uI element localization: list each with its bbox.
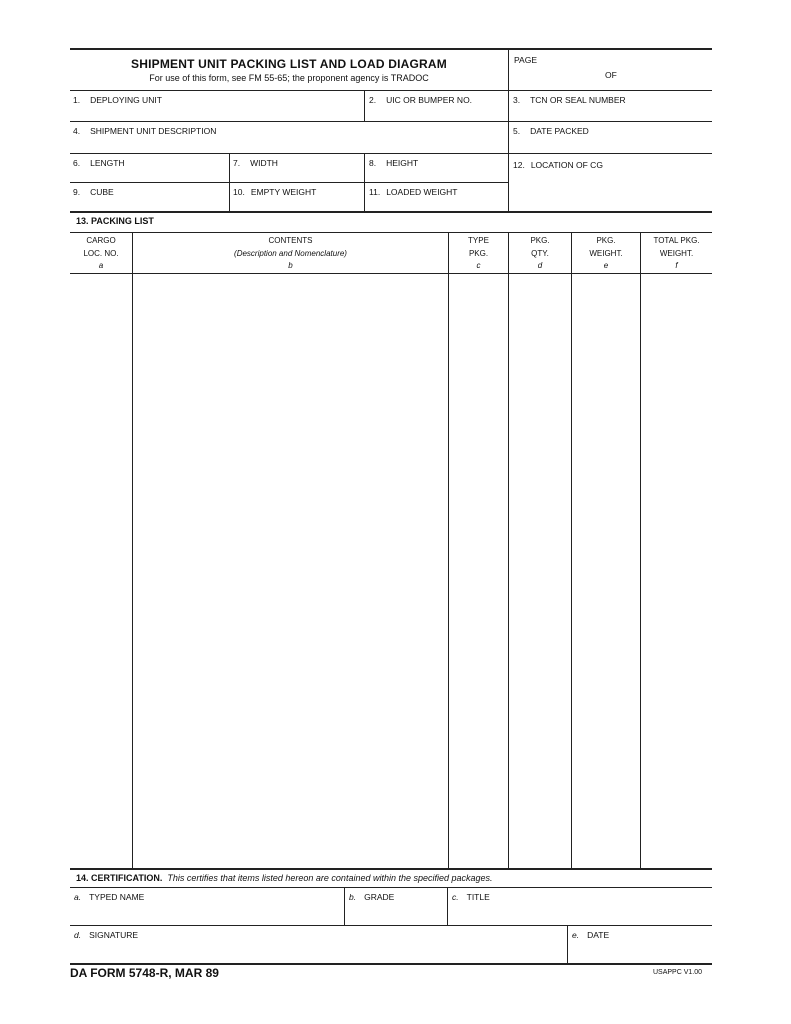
length-field[interactable] (70, 154, 228, 182)
date-field[interactable] (568, 926, 712, 963)
col-header-contents: CONTENTS (Description and Nomenclature) b (234, 236, 347, 270)
col-header-total-pkg-weight: TOTAL PKG. WEIGHT. f (653, 236, 700, 270)
form-subtitle: For use of this form, see FM 55-65; the proponent agency is TRADOC (149, 73, 429, 83)
date-label: e. DATE (572, 930, 610, 940)
signature-label: d. SIGNATURE (74, 930, 139, 940)
loaded-weight-field[interactable] (365, 183, 507, 211)
certification-statement: 14. CERTIFICATION. This certifies that items listed hereon are contained within the specified packages. (76, 873, 493, 883)
form-title: SHIPMENT UNIT PACKING LIST AND LOAD DIAGRAM (131, 57, 447, 71)
section13-top-line (70, 211, 712, 213)
signature-field[interactable] (70, 926, 567, 963)
uic-bumper-label: 2. UIC OR BUMPER NO. (369, 95, 473, 105)
page-label: PAGE (514, 55, 537, 65)
form-identifier: DA FORM 5748-R, MAR 89 (70, 966, 219, 980)
section14-top-line (70, 868, 712, 870)
width-field[interactable] (230, 154, 364, 182)
col-header-pkg-qty: PKG. QTY. d (530, 236, 550, 270)
uic-bumper-field[interactable] (365, 91, 507, 121)
typed-name-label: a. TYPED NAME (74, 892, 145, 902)
typed-name-field[interactable] (70, 888, 344, 925)
loaded-weight-label: 11. LOADED WEIGHT (369, 187, 458, 197)
packing-list-heading: 13. PACKING LIST (76, 216, 154, 226)
col-header-pkg-weight: PKG. WEIGHT. e (589, 236, 623, 270)
of-label: OF (605, 70, 617, 80)
grade-field[interactable] (345, 888, 447, 925)
packing-list-header-top (70, 232, 712, 233)
page-number-field[interactable] (514, 66, 594, 86)
col-header-type-pkg: TYPE PKG. c (468, 236, 489, 270)
length-label: 6. LENGTH (73, 158, 125, 168)
date-packed-field[interactable] (509, 122, 712, 153)
cg-location-label: 12. LOCATION OF CG (513, 160, 603, 170)
deploying-unit-label: 1. DEPLOYING UNIT (73, 95, 162, 105)
title-field[interactable] (448, 888, 712, 925)
tcn-seal-label: 3. TCN OR SEAL NUMBER (513, 95, 626, 105)
total-pkg-weight-entry[interactable] (641, 274, 712, 867)
empty-weight-label: 10. EMPTY WEIGHT (233, 187, 317, 197)
pkg-qty-entry[interactable] (509, 274, 571, 867)
page-total-field[interactable] (625, 66, 705, 86)
cube-field[interactable] (70, 183, 228, 211)
deploying-unit-field[interactable] (70, 91, 364, 121)
col-header-cargo-loc: CARGO LOC. NO. a (83, 236, 119, 270)
form-version: USAPPC V1.00 (653, 969, 703, 976)
cube-label: 9. CUBE (73, 187, 114, 197)
cargo-loc-entry[interactable] (70, 274, 132, 867)
pkg-weight-entry[interactable] (572, 274, 640, 867)
top-border (70, 48, 712, 50)
height-label: 8. HEIGHT (369, 158, 419, 168)
empty-weight-field[interactable] (230, 183, 364, 211)
type-pkg-entry[interactable] (449, 274, 508, 867)
shipment-description-label: 4. SHIPMENT UNIT DESCRIPTION (73, 126, 217, 136)
cg-location-field[interactable] (509, 154, 712, 211)
grade-label: b. GRADE (349, 892, 395, 902)
bottom-border (70, 963, 712, 965)
contents-entry[interactable] (133, 274, 448, 867)
tcn-seal-field[interactable] (509, 91, 712, 121)
title-label: c. TITLE (452, 892, 490, 902)
height-field[interactable] (365, 154, 507, 182)
width-label: 7. WIDTH (233, 158, 278, 168)
shipment-description-field[interactable] (70, 122, 507, 153)
date-packed-label: 5. DATE PACKED (513, 126, 589, 136)
